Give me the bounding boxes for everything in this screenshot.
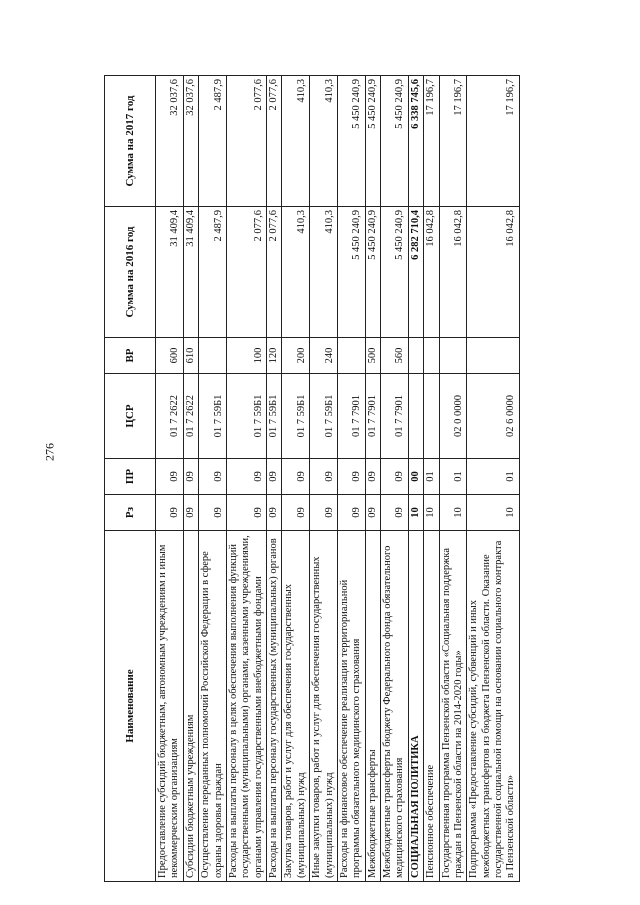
cell-sum-2017: 2 077,6 bbox=[226, 76, 266, 207]
cell-pr: 01 bbox=[439, 459, 467, 495]
header-rz: Рз bbox=[105, 495, 156, 531]
cell-pr: 01 bbox=[467, 459, 520, 495]
table-row bbox=[337, 76, 365, 882]
budget-table bbox=[104, 75, 520, 882]
cell-vr bbox=[467, 338, 520, 374]
cell-name: Расходы на выплаты персоналу государственных (муниципальных) органов bbox=[267, 531, 282, 882]
cell-csr: 01 7 59Б1 bbox=[282, 374, 310, 459]
cell-pr: 09 bbox=[199, 459, 227, 495]
cell-vr bbox=[337, 338, 365, 374]
cell-pr: 09 bbox=[310, 459, 338, 495]
cell-sum-2016: 31 409,4 bbox=[156, 207, 184, 338]
cell-sum-2016: 5 450 240,9 bbox=[381, 207, 409, 338]
cell-name: Государственная программа Пензенской области «Социальная поддержка граждан в Пензенской области на 2014-2020 годы» bbox=[439, 531, 467, 882]
cell-sum-2016: 410,3 bbox=[282, 207, 310, 338]
cell-sum-2016: 6 282 710,4 bbox=[408, 207, 423, 338]
cell-name: Межбюджетные трансферты бюджету Федерального фонда обязательного медицинского страхования bbox=[381, 531, 409, 882]
cell-csr: 02 6 0000 bbox=[467, 374, 520, 459]
table-row bbox=[365, 76, 380, 882]
table-row bbox=[467, 76, 520, 882]
table-body bbox=[156, 76, 520, 882]
cell-vr: 100 bbox=[226, 338, 266, 374]
cell-sum-2016: 2 077,6 bbox=[267, 207, 282, 338]
header-name: Наименование bbox=[105, 531, 156, 882]
table-row bbox=[439, 76, 467, 882]
cell-vr bbox=[439, 338, 467, 374]
cell-rz: 09 bbox=[282, 495, 310, 531]
cell-rz: 09 bbox=[381, 495, 409, 531]
table-row bbox=[156, 76, 184, 882]
cell-csr bbox=[408, 374, 423, 459]
cell-csr: 01 7 59Б1 bbox=[199, 374, 227, 459]
cell-vr: 560 bbox=[381, 338, 409, 374]
cell-rz: 09 bbox=[183, 495, 198, 531]
cell-name: Пенсионное обеспечение bbox=[424, 531, 439, 882]
cell-csr: 01 7 59Б1 bbox=[267, 374, 282, 459]
cell-rz: 09 bbox=[226, 495, 266, 531]
table-row bbox=[226, 76, 266, 882]
cell-rz: 10 bbox=[424, 495, 439, 531]
cell-sum-2017: 410,3 bbox=[282, 76, 310, 207]
cell-name: Субсидии бюджетным учреждениям bbox=[183, 531, 198, 882]
cell-rz: 09 bbox=[365, 495, 380, 531]
table-row bbox=[310, 76, 338, 882]
cell-csr: 01 7 2622 bbox=[183, 374, 198, 459]
cell-name: Расходы на финансовое обеспечение реализации территориальной программы обязательного медицинского страхования bbox=[337, 531, 365, 882]
cell-rz: 09 bbox=[310, 495, 338, 531]
cell-sum-2017: 32 037,6 bbox=[156, 76, 184, 207]
table-row bbox=[267, 76, 282, 882]
cell-sum-2017: 2 077,6 bbox=[267, 76, 282, 207]
cell-rz: 10 bbox=[408, 495, 423, 531]
cell-vr: 240 bbox=[310, 338, 338, 374]
cell-sum-2017: 410,3 bbox=[310, 76, 338, 207]
cell-name: Межбюджетные трансферты bbox=[365, 531, 380, 882]
cell-sum-2017: 17 196,7 bbox=[424, 76, 439, 207]
header-sum-2016: Сумма на 2016 год bbox=[105, 207, 156, 338]
table-row bbox=[424, 76, 439, 882]
cell-sum-2017: 5 450 240,9 bbox=[365, 76, 380, 207]
cell-vr: 120 bbox=[267, 338, 282, 374]
cell-vr bbox=[424, 338, 439, 374]
cell-sum-2016: 16 042,8 bbox=[439, 207, 467, 338]
cell-sum-2016: 5 450 240,9 bbox=[365, 207, 380, 338]
cell-rz: 09 bbox=[267, 495, 282, 531]
header-sum-2017: Сумма на 2017 год bbox=[105, 76, 156, 207]
cell-pr: 09 bbox=[156, 459, 184, 495]
header-pr: ПР bbox=[105, 459, 156, 495]
cell-rz: 10 bbox=[439, 495, 467, 531]
header-csr: ЦСР bbox=[105, 374, 156, 459]
cell-sum-2017: 5 450 240,9 bbox=[381, 76, 409, 207]
cell-pr: 00 bbox=[408, 459, 423, 495]
cell-csr: 02 0 0000 bbox=[439, 374, 467, 459]
cell-sum-2016: 16 042,8 bbox=[424, 207, 439, 338]
cell-name: Закупка товаров, работ и услуг для обеспечения государственных (муниципальных) нужд bbox=[282, 531, 310, 882]
cell-rz: 09 bbox=[337, 495, 365, 531]
cell-rz: 09 bbox=[199, 495, 227, 531]
table-header-row bbox=[105, 76, 156, 882]
cell-sum-2016: 2 077,6 bbox=[226, 207, 266, 338]
cell-pr: 09 bbox=[282, 459, 310, 495]
page-number: 276 bbox=[42, 443, 57, 461]
cell-sum-2017: 5 450 240,9 bbox=[337, 76, 365, 207]
cell-pr: 09 bbox=[381, 459, 409, 495]
cell-sum-2017: 17 196,7 bbox=[467, 76, 520, 207]
cell-pr: 01 bbox=[424, 459, 439, 495]
cell-pr: 09 bbox=[226, 459, 266, 495]
cell-pr: 09 bbox=[183, 459, 198, 495]
cell-pr: 09 bbox=[337, 459, 365, 495]
cell-vr: 600 bbox=[156, 338, 184, 374]
table-row bbox=[282, 76, 310, 882]
cell-name: СОЦИАЛЬНАЯ ПОЛИТИКА bbox=[408, 531, 423, 882]
table-row bbox=[381, 76, 409, 882]
cell-csr: 01 7 7901 bbox=[381, 374, 409, 459]
cell-csr: 01 7 59Б1 bbox=[310, 374, 338, 459]
cell-vr: 500 bbox=[365, 338, 380, 374]
cell-sum-2017: 32 037,6 bbox=[183, 76, 198, 207]
cell-rz: 10 bbox=[467, 495, 520, 531]
cell-csr: 01 7 7901 bbox=[337, 374, 365, 459]
cell-sum-2016: 2 487,9 bbox=[199, 207, 227, 338]
cell-name: Предоставление субсидий бюджетным, автономным учреждениям и иным некоммерческим организациям bbox=[156, 531, 184, 882]
table-row bbox=[199, 76, 227, 882]
rotated-table-container bbox=[104, 76, 534, 882]
cell-name: Осуществление переданных полномочий Российской Федерации в сфере охраны здоровья граждан bbox=[199, 531, 227, 882]
cell-pr: 09 bbox=[267, 459, 282, 495]
cell-sum-2017: 6 338 745,6 bbox=[408, 76, 423, 207]
cell-csr: 01 7 2622 bbox=[156, 374, 184, 459]
cell-sum-2016: 31 409,4 bbox=[183, 207, 198, 338]
cell-vr bbox=[408, 338, 423, 374]
cell-sum-2016: 410,3 bbox=[310, 207, 338, 338]
cell-name: Подпрограмма «Предоставление субсидий, субвенций и иных межбюджетных трансфертов из бюджета Пензенской области. Оказание государственной социальной помощи на основании социального контракта в Пензенской области» bbox=[467, 531, 520, 882]
table-row bbox=[408, 76, 423, 882]
cell-csr: 01 7 59Б1 bbox=[226, 374, 266, 459]
cell-sum-2017: 17 196,7 bbox=[439, 76, 467, 207]
header-vr: ВР bbox=[105, 338, 156, 374]
cell-vr bbox=[199, 338, 227, 374]
cell-vr: 610 bbox=[183, 338, 198, 374]
table-row bbox=[183, 76, 198, 882]
cell-sum-2016: 16 042,8 bbox=[467, 207, 520, 338]
cell-name: Расходы на выплаты персоналу в целях обеспечения выполнения функций государственными (муниципальными) органами, казенными учреждениями, органами управления государственными внебюджетными фондами bbox=[226, 531, 266, 882]
cell-name: Иные закупки товаров, работ и услуг для обеспечения государственных (муниципальных) нужд bbox=[310, 531, 338, 882]
cell-sum-2016: 5 450 240,9 bbox=[337, 207, 365, 338]
cell-rz: 09 bbox=[156, 495, 184, 531]
cell-vr: 200 bbox=[282, 338, 310, 374]
cell-csr bbox=[424, 374, 439, 459]
cell-csr: 01 7 7901 bbox=[365, 374, 380, 459]
cell-pr: 09 bbox=[365, 459, 380, 495]
cell-sum-2017: 2 487,9 bbox=[199, 76, 227, 207]
